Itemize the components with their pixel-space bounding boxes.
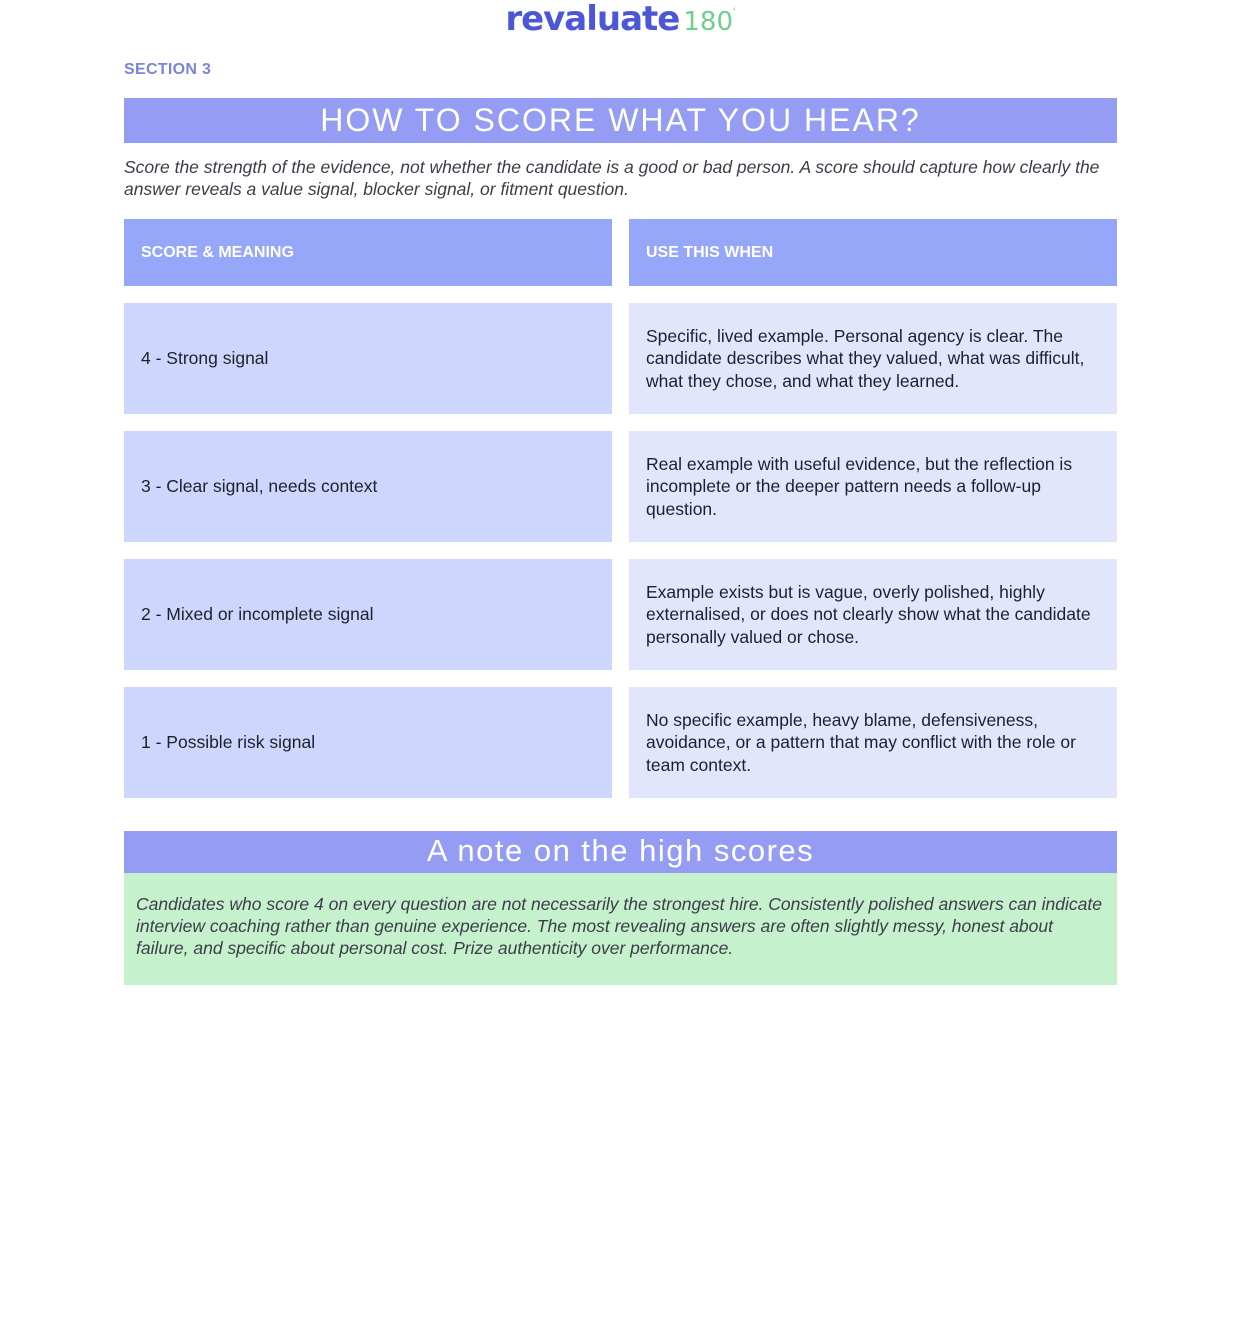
leaf-icon: ‘ [733,5,736,19]
score-cell: 3 - Clear signal, needs context [124,431,612,542]
when-cell: Example exists but is vague, overly polished, highly externalised, or does not clearly show what the candidate personally valued or chose. [629,559,1117,670]
note-body: Candidates who score 4 on every question are not necessarily the strongest hire. Consistently polished answers can indicate interview coaching rather than genuine experience. The most revealing answers are often slightly messy, honest about failure, and specific about personal cost. Prize authenticity over performance. [124,873,1117,985]
score-cell: 1 - Possible risk signal [124,687,612,798]
brand-suffix: 180 [683,7,734,37]
note-title: A note on the high scores [124,831,1117,873]
column-header-when: USE THIS WHEN [629,219,1117,286]
section-label: SECTION 3 [124,61,212,78]
column-header-score: SCORE & MEANING [124,219,612,286]
brand-logo [0,0,1241,40]
page-title: HOW TO SCORE WHAT YOU HEAR? [124,98,1117,143]
score-cell: 4 - Strong signal [124,303,612,414]
when-cell: Specific, lived example. Personal agency is clear. The candidate describes what they valued, what was difficult, what they chose, and what they learned. [629,303,1117,414]
score-cell: 2 - Mixed or incomplete signal [124,559,612,670]
intro-text: Score the strength of the evidence, not whether the candidate is a good or bad person. A score should capture how clearly the answer reveals a value signal, blocker signal, or fitment question. [124,157,1100,199]
when-cell: Real example with useful evidence, but the reflection is incomplete or the deeper pattern needs a follow-up question. [629,431,1117,542]
brand-name: revaluate [505,0,680,39]
when-cell: No specific example, heavy blame, defensiveness, avoidance, or a pattern that may conflict with the role or team context. [629,687,1117,798]
